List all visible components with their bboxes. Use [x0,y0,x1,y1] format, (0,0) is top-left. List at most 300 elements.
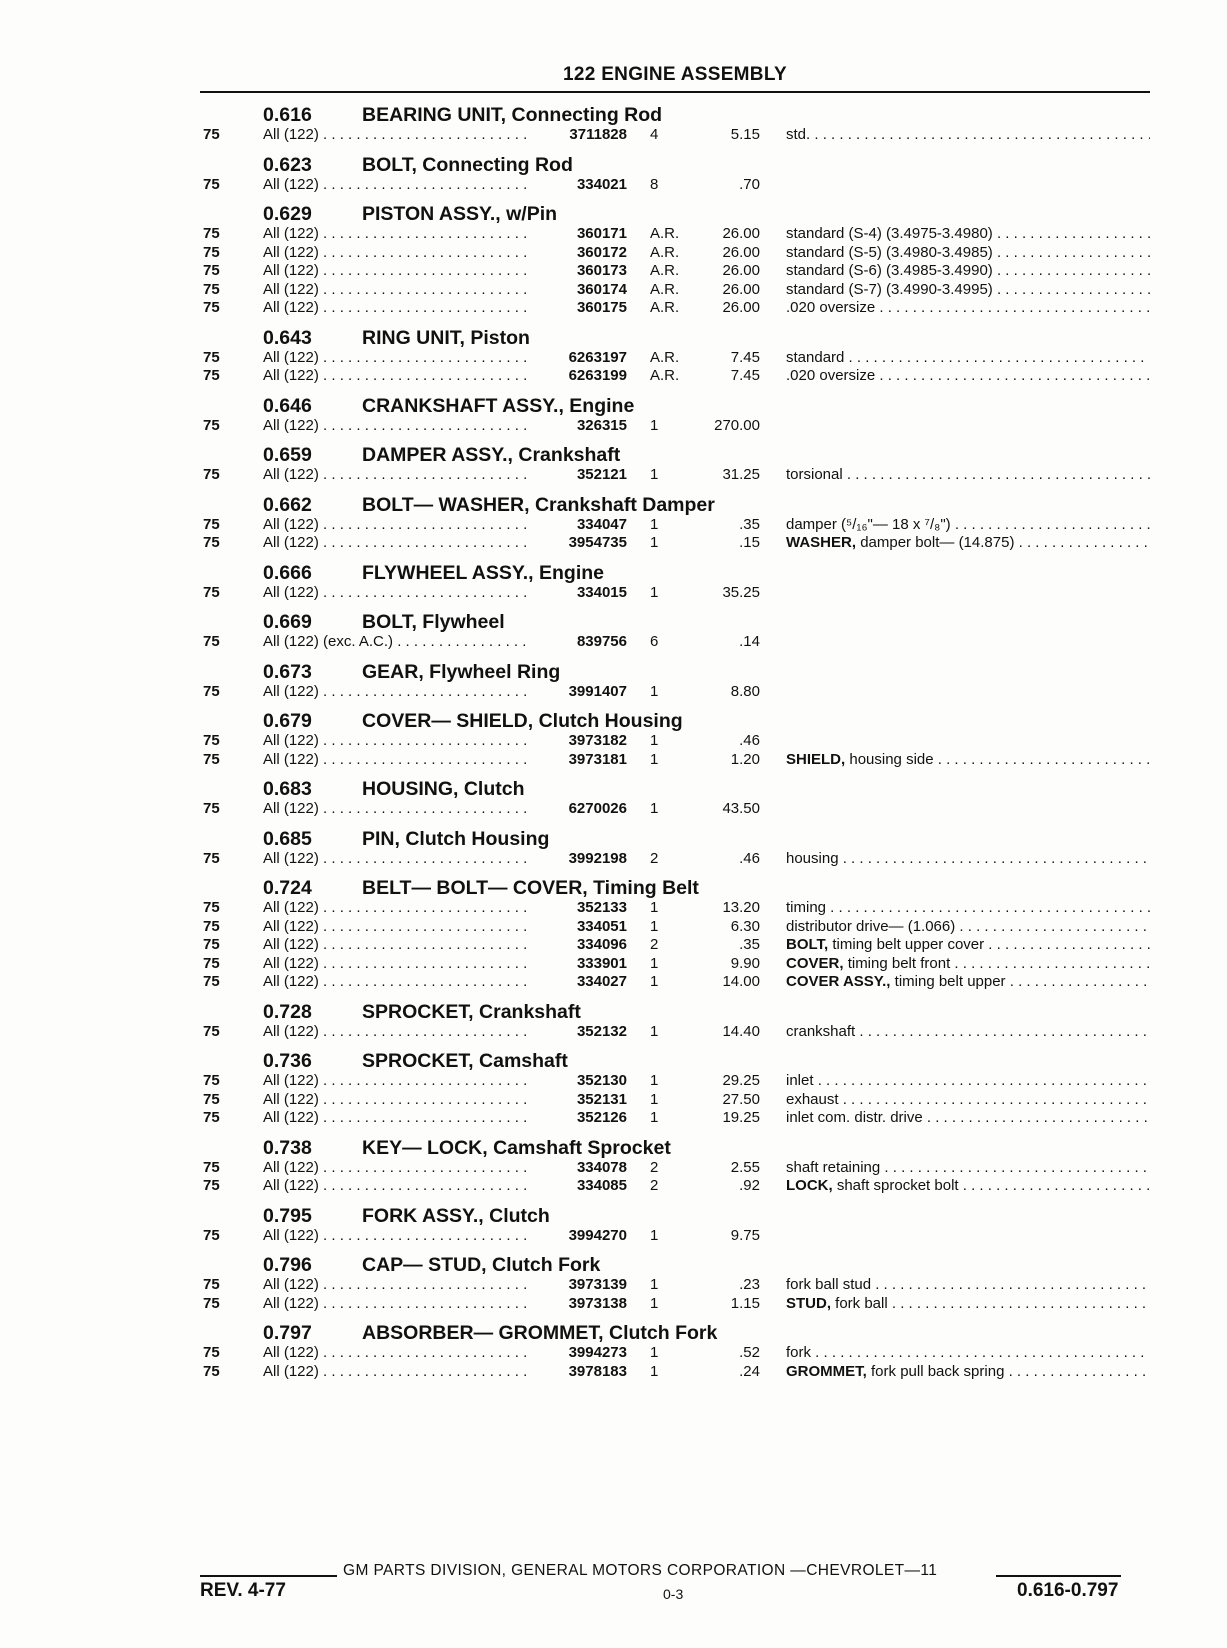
model-application: All (122) . . . [263,126,527,143]
part-row [0,1362,1227,1381]
group-header [0,434,1227,465]
part-row [0,898,1227,917]
part-row [0,849,1227,868]
description-text: damper (⁵/₁₆"— 18 x ⁷/₈") [786,515,951,533]
description-text: standard (S-6) (3.4985-3.4990) [786,262,993,279]
model-year: 75 [203,225,220,242]
model-year: 75 [203,1226,220,1244]
model-application: All (122) . . . [263,1276,527,1293]
part-number: 6263199 [568,367,627,384]
quantity: 1 [650,954,659,972]
quantity: 1 [650,1072,659,1089]
model-year: 75 [203,1090,220,1108]
part-row [0,515,1227,534]
part-row [0,731,1227,750]
part-row [0,1294,1227,1313]
part-number: 360174 [576,280,627,298]
group-title: KEY— LOCK, Camshaft Sprocket [362,1136,671,1159]
price: 31.25 [722,466,760,483]
price: 270.00 [714,416,760,434]
quantity: 1 [650,1226,659,1244]
part-number: 334085 [576,1177,627,1194]
quantity: 1 [650,1109,659,1126]
part-row [0,298,1227,317]
description-text: timing belt front [847,954,951,972]
group-header [0,193,1227,224]
price: 1.20 [730,750,760,768]
part-description [786,516,1150,533]
part-row [0,972,1227,991]
group-header [0,1312,1227,1343]
part-row [0,1343,1227,1362]
description-text: timing [786,899,827,916]
description-text: damper bolt— (14.875) [860,534,1015,551]
quantity: 1 [650,1344,659,1361]
price: .23 [739,1276,760,1293]
description-prefix: SHIELD, [786,750,846,768]
model-year: 75 [203,243,220,261]
model-year: 75 [203,280,220,298]
quantity: 1 [650,973,659,990]
section-range: 0.616-0.797 [1017,1580,1119,1601]
model-year: 75 [203,1072,220,1089]
part-group [0,818,1227,868]
part-number: 3991407 [568,682,627,700]
part-row [0,1022,1227,1041]
quantity: 6 [650,633,659,650]
part-number: 360173 [576,262,627,279]
part-number: 3992198 [568,849,627,867]
part-description [786,973,1150,990]
model-year: 75 [203,633,220,650]
group-code: 0.646 [263,394,312,417]
quantity: 2 [650,849,659,867]
quantity: 1 [650,1294,659,1312]
part-row [0,954,1227,973]
part-number: 839756 [576,633,627,650]
part-description [786,1177,1150,1194]
part-row [0,935,1227,954]
part-group [0,991,1227,1041]
description-text: housing [786,849,839,867]
model-year: 75 [203,936,220,953]
quantity: 1 [650,732,659,749]
model-application: All (122) . . . [263,1295,527,1312]
part-group [0,867,1227,991]
part-description [786,955,1150,972]
part-number: 352121 [576,466,627,483]
model-application: All (122) . . . [263,584,527,601]
quantity: A.R. [650,299,680,316]
part-description [786,126,1150,143]
price: .52 [739,1344,760,1361]
model-year: 75 [203,800,220,817]
group-header [0,700,1227,731]
model-application: All (122) . . . [263,466,527,483]
part-row [0,632,1227,651]
part-row [0,1090,1227,1109]
model-year: 75 [203,262,220,279]
description-text: fork pull back spring [871,1362,1005,1380]
group-code: 0.724 [263,877,312,899]
part-group [0,193,1227,317]
group-code: 0.738 [263,1136,312,1159]
model-application: All (122) . . . [263,973,527,990]
part-group [0,700,1227,768]
part-description [786,918,1150,935]
price: 26.00 [722,243,760,261]
description-text: shaft sprocket bolt [836,1177,959,1194]
group-title: BELT— BOLT— COVER, Timing Belt [362,877,699,899]
group-code: 0.669 [263,611,312,633]
price: 9.75 [730,1226,760,1244]
quantity: 1 [650,800,659,817]
price: 13.20 [722,899,760,916]
part-number: 333901 [576,954,627,972]
description-text: fork ball stud [786,1276,872,1293]
part-number: 352126 [576,1109,627,1126]
group-code: 0.666 [263,561,312,584]
price: 6.30 [730,917,760,935]
part-number: 3973139 [568,1276,627,1293]
part-description [786,1344,1150,1361]
model-year: 75 [203,1109,220,1126]
model-year: 75 [203,126,220,143]
model-year: 75 [203,1158,220,1176]
part-description [786,1072,1150,1089]
quantity: A.R. [650,243,680,261]
part-number: 6270026 [568,800,627,817]
part-group [0,601,1227,651]
part-number: 3994273 [568,1344,627,1361]
part-description [786,1159,1150,1176]
part-description [786,1276,1150,1293]
description-prefix: COVER, [786,954,844,972]
group-title: BOLT— WASHER, Crankshaft Damper [362,493,715,516]
part-description [786,899,1150,916]
quantity: A.R. [650,280,680,298]
part-number: 334021 [576,175,627,193]
group-header [0,1195,1227,1226]
part-description [786,466,1150,483]
quantity: 2 [650,1177,659,1194]
part-row [0,175,1227,194]
quantity: 2 [650,936,659,953]
model-application: All (122) . . . [263,800,527,817]
model-application: All (122) . . . [263,732,527,749]
part-number: 3973182 [568,732,627,749]
group-title: GEAR, Flywheel Ring [362,660,561,683]
model-application: All (122) . . . [263,936,527,953]
part-number: 3954735 [568,534,627,551]
model-year: 75 [203,367,220,384]
part-description [786,534,1150,551]
part-row [0,125,1227,144]
group-code: 0.659 [263,444,312,466]
price: 19.25 [722,1109,760,1126]
part-description [786,1295,1150,1312]
price: .46 [739,849,760,867]
part-group [0,651,1227,701]
quantity: 4 [650,126,659,143]
quantity: 1 [650,682,659,700]
part-description [786,850,1150,867]
model-application: All (122) . . . [263,1072,527,1089]
quantity: A.R. [650,225,680,242]
price: .35 [739,515,760,533]
group-code: 0.673 [263,660,312,683]
group-header [0,144,1227,175]
model-year: 75 [203,416,220,434]
part-group [0,552,1227,602]
part-row [0,799,1227,818]
part-row [0,1108,1227,1127]
part-description [786,1363,1150,1380]
part-description [786,751,1150,768]
revision-label: REV. 4-77 [200,1580,286,1601]
part-row [0,348,1227,367]
model-year: 75 [203,1276,220,1293]
description-text: fork [786,1344,812,1361]
part-number: 334027 [576,973,627,990]
model-application: All (122) . . . [263,1109,527,1126]
part-row [0,243,1227,262]
price: .15 [739,534,760,551]
model-year: 75 [203,1022,220,1040]
group-title: HOUSING, Clutch [362,778,525,800]
model-year: 75 [203,750,220,768]
model-application: All (122) . . . [263,683,527,700]
page-number: 0-3 [663,1586,684,1602]
model-year: 75 [203,348,220,366]
group-title: SPROCKET, Crankshaft [362,1000,581,1023]
part-row [0,280,1227,299]
group-header [0,552,1227,583]
model-application: All (122) . . . [263,262,527,279]
parts-list [0,94,1227,1380]
part-row [0,1158,1227,1177]
part-group [0,94,1227,144]
quantity: 8 [650,175,659,193]
model-year: 75 [203,1344,220,1361]
price: 2.55 [730,1158,760,1176]
part-group [0,317,1227,385]
part-row [0,1275,1227,1294]
model-application: All (122) . . . [263,516,527,533]
group-code: 0.616 [263,104,312,126]
description-text: housing side [849,750,934,768]
part-group [0,385,1227,435]
description-text: timing belt upper [894,973,1006,990]
description-text: std. [786,126,811,143]
price: 1.15 [730,1294,760,1312]
model-application: All (122) . . . [263,918,527,935]
group-header [0,385,1227,416]
description-prefix: LOCK, [786,1177,833,1194]
group-code: 0.623 [263,153,312,176]
model-year: 75 [203,299,220,316]
part-number: 334096 [576,936,627,953]
model-year: 75 [203,175,220,193]
quantity: 2 [650,1158,659,1176]
part-description [786,349,1150,366]
part-number: 3711828 [569,126,627,143]
price: 29.25 [722,1072,760,1089]
model-year: 75 [203,534,220,551]
part-group [0,434,1227,484]
group-header [0,1040,1227,1071]
description-text: .020 oversize [786,367,876,384]
group-header [0,601,1227,632]
group-header [0,867,1227,898]
price: 26.00 [722,280,760,298]
group-title: SPROCKET, Camshaft [362,1050,568,1072]
quantity: 1 [650,750,659,768]
price: 27.50 [722,1090,760,1108]
price: 14.40 [722,1022,760,1040]
description-text: inlet [786,1072,814,1089]
model-application: All (122) . . . [263,751,527,768]
description-text: standard [786,348,845,366]
group-code: 0.662 [263,493,312,516]
group-title: COVER— SHIELD, Clutch Housing [362,710,683,732]
part-number: 6263197 [568,348,627,366]
part-description [786,244,1150,261]
group-title: ABSORBER— GROMMET, Clutch Fork [362,1322,718,1344]
model-year: 75 [203,515,220,533]
quantity: A.R. [650,348,680,366]
price: 14.00 [722,973,760,990]
part-number: 352132 [576,1022,627,1040]
quantity: 1 [650,466,659,483]
group-title: DAMPER ASSY., Crankshaft [362,444,621,466]
price: 7.45 [730,348,760,366]
part-number: 334015 [576,583,627,601]
title-rule [200,91,1150,93]
description-prefix: STUD, [786,1294,831,1312]
model-application: All (122) . . . [263,534,527,551]
part-number: 334051 [576,917,627,935]
part-number: 334047 [576,515,627,533]
part-row [0,533,1227,552]
description-text: standard (S-5) (3.4980-3.4985) [786,243,993,261]
part-group [0,1040,1227,1127]
price: 8.80 [730,682,760,700]
model-year: 75 [203,732,220,749]
group-header [0,94,1227,125]
model-year: 75 [203,973,220,990]
price: .14 [739,633,760,650]
part-row [0,465,1227,484]
group-header [0,484,1227,515]
model-application: All (122) . . . [263,244,527,261]
model-year: 75 [203,917,220,935]
part-description [786,1023,1150,1040]
part-row [0,583,1227,602]
part-row [0,416,1227,435]
description-text: fork ball [835,1294,888,1312]
quantity: 1 [650,1276,659,1293]
page-title: 122 ENGINE ASSEMBLY [563,64,787,85]
group-code: 0.679 [263,710,312,732]
quantity: 1 [650,1022,659,1040]
description-text: standard (S-4) (3.4975-3.4980) [786,225,993,242]
part-description [786,367,1150,384]
description-text: exhaust [786,1090,839,1108]
group-title: CAP— STUD, Clutch Fork [362,1254,601,1276]
part-number: 352133 [576,899,627,916]
price: 9.90 [730,954,760,972]
footer-rule-left [200,1575,337,1577]
part-number: 360175 [576,299,627,316]
price: 26.00 [722,262,760,279]
quantity: 1 [650,534,659,551]
part-row [0,366,1227,385]
part-description [786,262,1150,279]
group-code: 0.728 [263,1000,312,1023]
quantity: A.R. [650,367,680,384]
group-code: 0.629 [263,203,312,225]
description-prefix: COVER ASSY., [786,973,891,990]
model-application: All (122) . . . [263,1023,527,1040]
model-application: All (122) . . . [263,1177,527,1194]
description-prefix: WASHER, [786,534,857,551]
group-title: PISTON ASSY., w/Pin [362,203,558,225]
model-application: All (122) . . . [263,176,527,193]
quantity: 1 [650,515,659,533]
description-prefix: GROMMET, [786,1362,867,1380]
group-title: FORK ASSY., Clutch [362,1204,550,1227]
part-row [0,1071,1227,1090]
model-year: 75 [203,849,220,867]
price: 43.50 [722,800,760,817]
part-row [0,1226,1227,1245]
description-text: inlet com. distr. drive [786,1109,923,1126]
group-title: PIN, Clutch Housing [362,827,550,850]
part-row [0,917,1227,936]
price: 35.25 [722,583,760,601]
price: .92 [739,1177,760,1194]
part-row [0,224,1227,243]
group-header [0,1127,1227,1158]
part-number: 3994270 [568,1226,627,1244]
model-year: 75 [203,899,220,916]
group-title: RING UNIT, Piston [362,326,530,349]
model-year: 75 [203,1362,220,1380]
group-title: BOLT, Flywheel [362,611,505,633]
price: 26.00 [722,225,760,242]
description-prefix: BOLT, [786,936,829,953]
model-year: 75 [203,466,220,483]
model-application: All (122) . . . [263,417,527,434]
model-application: All (122) . . . [263,299,527,316]
part-number: 360171 [576,225,627,242]
model-application: All (122) . . . [263,225,527,242]
part-number: 3973181 [568,750,627,768]
price: .46 [739,732,760,749]
group-title: BEARING UNIT, Connecting Rod [362,104,663,126]
group-title: CRANKSHAFT ASSY., Engine [362,394,635,417]
part-number: 334078 [576,1158,627,1176]
part-description [786,299,1150,316]
quantity: 1 [650,416,659,434]
part-number: 326315 [576,416,627,434]
model-application: All (122) . . . [263,899,527,916]
part-description [786,281,1150,298]
group-header [0,317,1227,348]
description-text: timing belt upper cover [832,936,985,953]
group-title: FLYWHEEL ASSY., Engine [362,561,604,584]
